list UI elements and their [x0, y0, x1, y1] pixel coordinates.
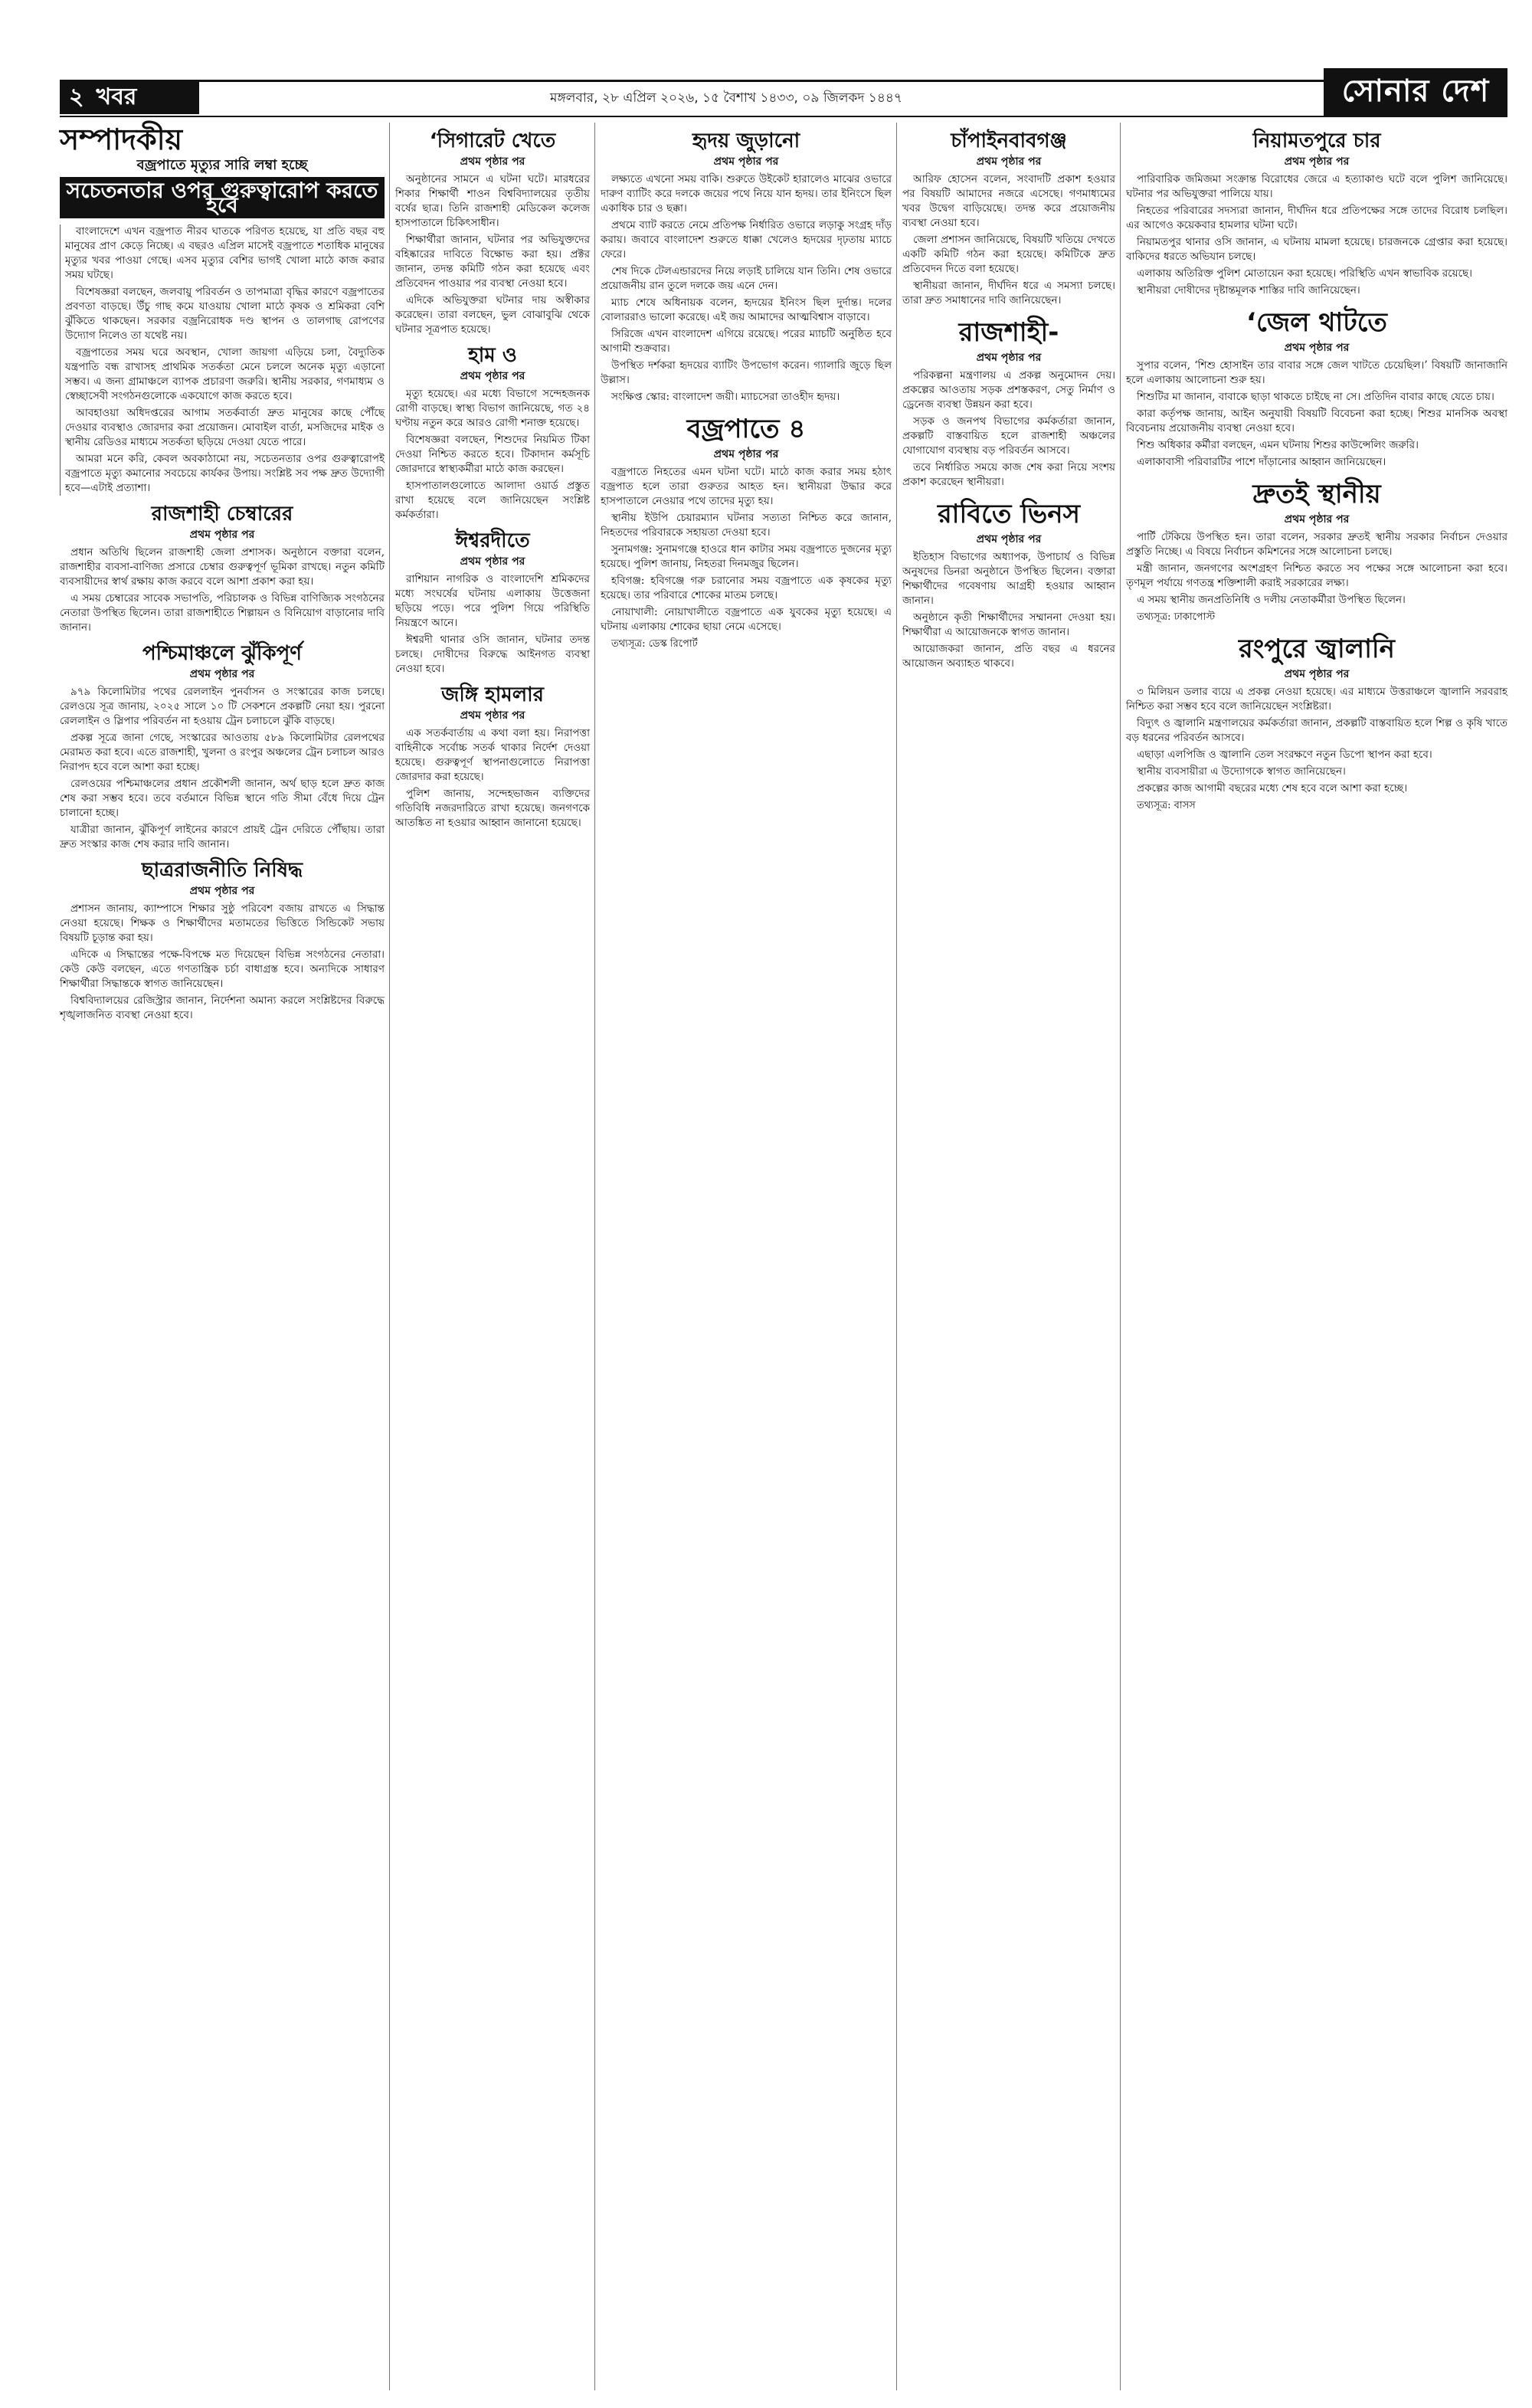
continuation-label: প্রথম পৃষ্ঠার পর [1284, 342, 1350, 354]
paragraph: স্থানীয় ইউপি চেয়ারম্যান ঘটনার সত্যতা নিশ্চিত করে জানান, নিহতদের পরিবারকে সহায়তা দেওয়া হবে। [601, 512, 892, 539]
continuation-label: প্রথম পৃষ্ঠার পর [460, 156, 525, 168]
continuation-label: প্রথম পৃষ্ঠার পর [1284, 156, 1350, 168]
editorial-title: সম্পাদকীয় [60, 123, 182, 156]
column-5 [1126, 123, 1507, 815]
page-number-box [60, 80, 199, 114]
headline: রাজশাহী- [958, 317, 1059, 348]
paragraph: ৩ মিলিয়ন ডলার ব্যয়ে এ প্রকল্প নেওয়া হয়েছে। এর মাধ্যমে উত্তরাঞ্চলে জ্বালানি সরবরাহ নিশ্চিত করা সম্ভব হবে বলে জানিয়েছেন সংশ্লিষ্টরা। [1126, 686, 1507, 713]
credit: তথ্যসূত্র: বাসস [1137, 800, 1196, 811]
headline: ঈশ্বরদীতে [455, 529, 530, 552]
headline: ‘সিগারেট খেতে [429, 129, 556, 152]
paragraph: বিশেষজ্ঞরা বলছেন, শিশুদের নিয়মিত টিকা দেওয়া নিশ্চিত করতে হবে। টিকাদান কর্মসূচি জোরদারে স্বাস্থ্যকর্মীরা মাঠে কাজ করছেন। [395, 434, 590, 475]
paragraph: এক সতর্কবার্তায় এ কথা বলা হয়। নিরাপত্তা বাহিনীকে সর্বোচ্চ সতর্ক থাকার নির্দেশ দেওয়া হয়েছে। গুরুত্বপূর্ণ স্থাপনাগুলোতে নিরাপত্তা জোরদার করা হয়েছে। [395, 727, 590, 783]
continuation-label: প্রথম পৃষ্ঠার পর [189, 529, 255, 541]
column-rule [389, 123, 390, 2390]
paragraph: বজ্রপাতের সময় ঘরে অবস্থান, খোলা জায়গা এড়িয়ে চলা, বৈদ্যুতিক যন্ত্রপাতি বন্ধ রাখাসহ প্রাথমিক সতর্কতা মেনে চললে অনেক মৃত্যু এড়ানো সম্ভব। এ জন্য গ্রামাঞ্চলে ব্যাপক প্রচারণা জরুরি। স্থানীয় সরকার, গণমাধ্যম ও স্বেচ্ছাসেবী সংগঠনগুলোকে একযোগে কাজ করতে হবে। [65, 346, 385, 402]
headline: রাজশাহী চেম্বারের [151, 503, 293, 526]
paragraph: সংক্ষিপ্ত স্কোর: বাংলাদেশ জয়ী। ম্যাচসেরা তাওহীদ হৃদয়। [611, 391, 840, 403]
paragraph: সিরিজে এখন বাংলাদেশ এগিয়ে রয়েছে। পরের ম্যাচটি অনুষ্ঠিত হবে আগামী শুক্রবার। [601, 328, 892, 355]
headline: হৃদয় জুড়ানো [692, 129, 800, 152]
continuation-label: প্রথম পৃষ্ঠার পর [460, 370, 525, 382]
headline: রংপুরে জ্বালানি [1239, 634, 1395, 664]
continuation-label: প্রথম পৃষ্ঠার পর [713, 156, 779, 168]
paragraph: কারা কর্তৃপক্ষ জানায়, আইন অনুযায়ী বিষয়টি বিবেচনা করা হচ্ছে। শিশুর মানসিক অবস্থা বিবেচনায় প্রয়োজনীয় ব্যবস্থা নেওয়া হবে। [1126, 408, 1507, 434]
headline: হাম ও [468, 344, 517, 367]
headline: চাঁপাইনবাবগঞ্জ [951, 129, 1067, 152]
paragraph: তবে নির্ধারিত সময়ে কাজ শেষ করা নিয়ে সংশয় প্রকাশ করেছেন স্থানীয়রা। [902, 461, 1115, 488]
paragraph: নোয়াখালী: নোয়াখালীতে বজ্রপাতে এক যুবকের মৃত্যু হয়েছে। এ ঘটনায় এলাকায় শোকের ছায়া নেমে এসেছে। [601, 606, 892, 633]
paragraph: এছাড়া এলপিজি ও জ্বালানি তেল সংরক্ষণে নতুন ডিপো স্থাপন করা হবে। [1137, 749, 1432, 761]
paragraph: প্রশাসন জানায়, ক্যাম্পাসে শিক্ষার সুষ্ঠু পরিবেশ বজায় রাখতে এ সিদ্ধান্ত নেওয়া হয়েছে। শিক্ষক ও শিক্ষার্থীদের মতামতের ভিত্তিতে সিন্ডিকেট সভায় বিষয়টি চূড়ান্ত করা হয়। [60, 903, 385, 944]
editorial-body [60, 224, 385, 496]
paragraph: স্থানীয়রা দোষীদের দৃষ্টান্তমূলক শাস্তির দাবি জানিয়েছেন। [1137, 284, 1360, 296]
paragraph: স্থানীয়রা জানান, দীর্ঘদিন ধরে এ সমস্যা চলছে। তারা দ্রুত সমাধানের দাবি জানিয়েছেন। [902, 280, 1115, 306]
paragraph: হবিগঞ্জ: হবিগঞ্জে গরু চরানোর সময় বজ্রপাতে এক কৃষকের মৃত্যু হয়েছে। তার পরিবারে শোকের মাতম চলছে। [601, 575, 892, 601]
headline: ‘জেল থাটতে [1246, 307, 1387, 338]
credit: তথ্যসূত্র: ডেস্ক রিপোর্ট [611, 638, 698, 650]
column-4 [902, 123, 1115, 673]
paragraph: এদিকে এ সিদ্ধান্তের পক্ষে-বিপক্ষে মত দিয়েছেন বিভিন্ন সংগঠনের নেতারা। কেউ কেউ বলছেন, এতে গণতান্ত্রিক চর্চা বাধাগ্রস্ত হবে। অন্যদিকে সাধারণ শিক্ষার্থীরা সিদ্ধান্তকে স্বাগত জানিয়েছেন। [60, 948, 385, 990]
paragraph: মন্ত্রী জানান, জনগণের অংশগ্রহণ নিশ্চিত করতে সব পক্ষের সঙ্গে আলোচনা করা হবে। তৃণমূল পর্যায়ে গণতন্ত্র শক্তিশালী করাই সরকারের লক্ষ্য। [1126, 562, 1507, 589]
continuation-label: প্রথম পৃষ্ঠার পর [976, 352, 1042, 364]
paragraph: পার্টি টেকিয়ে উপস্থিত হন। তারা বলেন, সরকার দ্রুতই স্থানীয় সরকার নির্বাচন দেওয়ার প্রস্তুতি নিচ্ছে। এ বিষয়ে নির্বাচন কমিশনের সঙ্গে আলোচনা চলছে। [1126, 531, 1507, 558]
continuation-label: প্রথম পৃষ্ঠার পর [460, 555, 525, 568]
paragraph: রেলওয়ের পশ্চিমাঞ্চলের প্রধান প্রকৌশলী জানান, অর্থ ছাড় হলে দ্রুত কাজ শেষ করা সম্ভব হবে। তবে বর্তমানে বিভিন্ন স্থানে গতি সীমা বেঁধে দিয়ে ট্রেন চালানো হচ্ছে। [60, 778, 385, 819]
column-rule [1120, 123, 1121, 2390]
paragraph: প্রকল্প সূত্রে জানা গেছে, সংস্কারের আওতায় ৫৮৯ কিলোমিটার রেলপথের মেরামত করা হবে। এতে রাজশাহী, খুলনা ও রংপুর অঞ্চলের ট্রেন চলাচল আরও নিরাপদ হবে বলে আশা করা হচ্ছে। [60, 732, 385, 773]
paragraph: পারিবারিক জমিজমা সংক্রান্ত বিরোধের জেরে এ হত্যাকাণ্ড ঘটে বলে পুলিশ জানিয়েছে। ঘটনার পর অভিযুক্তরা পালিয়ে যায়। [1126, 173, 1507, 200]
continuation-label: প্রথম পৃষ্ঠার পর [713, 448, 779, 460]
paragraph: প্রকল্পের কাজ আগামী বছরের মধ্যে শেষ হবে বলে আশা করা হচ্ছে। [1137, 782, 1408, 794]
paragraph: নিয়ামতপুর থানার ওসি জানান, এ ঘটনায় মামলা হয়েছে। চারজনকে গ্রেপ্তার করা হয়েছে। বাকিদের ধরতে অভিযান চলছে। [1126, 236, 1507, 263]
page-number: ২ [69, 83, 84, 110]
paragraph: এ সময় স্থানীয় জনপ্রতিনিধি ও দলীয় নেতাকর্মীরা উপস্থিত ছিলেন। [1137, 594, 1406, 606]
continuation-label: প্রথম পৃষ্ঠার পর [189, 885, 255, 897]
continuation-label: প্রথম পৃষ্ঠার পর [460, 709, 525, 722]
paragraph: বজ্রপাতে নিহতের এমন ঘটনা ঘটে। মাঠে কাজ করার সময় হঠাৎ বজ্রপাত হলে তারা গুরুতর আহত হন। স্থানীয়রা উদ্ধার করে হাসপাতালে নেওয়ার পথে তাদের মৃত্যু হয়। [601, 466, 892, 507]
editorial-headline: সচেতনতার ওপর গুরুত্বারোপ করতে হবে [60, 177, 385, 218]
masthead [60, 73, 1507, 117]
paragraph: সুপার বলেন, ‘শিশু হোসাইন তার বাবার সঙ্গে জেল খাটতে চেয়েছিল।’ বিষয়টি জানাজানি হলে এলাকায় আলোচনা শুরু হয়। [1126, 359, 1507, 386]
paragraph: শিশু অধিকার কর্মীরা বলছেন, এমন ঘটনায় শিশুর কাউন্সেলিং জরুরি। [1137, 439, 1419, 451]
paragraph: পুলিশ জানায়, সন্দেহভাজন ব্যক্তিদের গতিবিধি নজরদারিতে রাখা হয়েছে। জনগণকে আতঙ্কিত না হওয়ার আহ্বান জানানো হয়েছে। [395, 788, 590, 829]
continuation-label: প্রথম পৃষ্ঠার পর [189, 668, 255, 680]
continuation-label: প্রথম পৃষ্ঠার পর [976, 156, 1042, 168]
paragraph: ইতিহাস বিভাগের অধ্যাপক, উপাচার্য ও বিভিন্ন অনুষদের ডিনরা অনুষ্ঠানে উপস্থিত ছিলেন। বক্তারা শিক্ষার্থীদের গবেষণায় আগ্রহী হওয়ার আহ্বান জানান। [902, 551, 1115, 607]
paragraph: নিহতের পরিবারের সদস্যরা জানান, দীর্ঘদিন ধরে প্রতিপক্ষের সঙ্গে তাদের বিরোধ চলছিল। এর আগেও কয়েকবার হামলার ঘটনা ঘটে। [1126, 205, 1507, 231]
column-1 [60, 123, 385, 1025]
headline: পশ্চিমাঞ্চলে ঝুঁকিপূর্ণ [142, 642, 302, 665]
paragraph: আরিফ হোসেন বলেন, সংবাদটি প্রকাশ হওয়ার পর বিষয়টি আমাদের নজরে এসেছে। গণমাধ্যমের খবর উদ্বেগ বাড়িয়েছে। তদন্ত করে প্রয়োজনীয় ব্যবস্থা নেওয়া হবে। [902, 173, 1115, 229]
paragraph: আবহাওয়া অধিদপ্তরের আগাম সতর্কবার্তা দ্রুত মানুষের কাছে পৌঁছে দেওয়ার ব্যবস্থাও জোরদার করা প্রয়োজন। মোবাইল বার্তা, মসজিদের মাইক ও স্থানীয় রেডিওর মাধ্যমে সতর্কতা ছড়িয়ে দেওয়া যেতে পারে। [65, 407, 385, 448]
editorial [60, 123, 385, 496]
paragraph: জেলা প্রশাসন জানিয়েছে, বিষয়টি খতিয়ে দেখতে একটি কমিটি গঠন করা হয়েছে। কমিটিকে দ্রুত প্রতিবেদন দিতে বলা হয়েছে। [902, 234, 1115, 275]
paragraph: ঈশ্বরদী থানার ওসি জানান, ঘটনার তদন্ত চলছে। দোষীদের বিরুদ্ধে আইনগত ব্যবস্থা নেওয়া হবে। [395, 634, 590, 675]
paragraph: আমরা মনে করি, কেবল অবকাঠামো নয়, সচেতনতার ওপর গুরুত্বারোপই বজ্রপাতে মৃত্যু কমানোর সবচেয়ে কার্যকর উপায়। সংশ্লিষ্ট সব পক্ষ দ্রুত উদ্যোগী হবে—এটাই প্রত্যাশা। [65, 453, 385, 494]
headline: নিয়ামতপুরে চার [1252, 129, 1381, 152]
paragraph: শেষ দিকে টেলএন্ডারদের নিয়ে লড়াই চালিয়ে যান তিনি। শেষ ওভারে প্রয়োজনীয় রান তুলে দলকে জয় এনে দেন। [601, 265, 892, 292]
paragraph: সড়ক ও জনপথ বিভাগের কর্মকর্তারা জানান, প্রকল্পটি বাস্তবায়িত হলে রাজশাহী অঞ্চলের যোগাযোগ ব্যবস্থায় বড় পরিবর্তন আসবে। [902, 415, 1115, 457]
paragraph: স্থানীয় ব্যবসায়ীরা এ উদ্যোগকে স্বাগত জানিয়েছেন। [1137, 765, 1346, 778]
editorial-kicker: বজ্রপাতে মৃত্যুর সারি লম্বা হচ্ছে [136, 157, 308, 173]
column-rule [896, 123, 897, 2390]
paragraph: বাংলাদেশে এখন বজ্রপাত নীরব ঘাতকে পরিণত হয়েছে, যা প্রতি বছর বহু মানুষের প্রাণ কেড়ে নিচ্ছে। এ বছরও এপ্রিল মাসেই বজ্রপাতে শতাধিক মানুষের মৃত্যুর খবর পাওয়া গেছে। এসব মৃত্যুর বেশির ভাগই খোলা মাঠে কাজ করার সময় ঘটছে। [65, 225, 385, 281]
paragraph: বিশেষজ্ঞরা বলছেন, জলবায়ু পরিবর্তন ও তাপমাত্রা বৃদ্ধির কারণে বজ্রপাতের প্রবণতা বাড়ছে। উঁচু গাছ কমে যাওয়ায় খোলা মাঠে কৃষক ও শ্রমিকরা বেশি ঝুঁকিতে থাকছেন। সরকার বজ্রনিরোধক দণ্ড স্থাপন ও তালগাছ রোপণের উদ্যোগ নিলেও তা যথেষ্ট নয়। [65, 286, 385, 342]
paragraph: রাশিয়ান নাগরিক ও বাংলাদেশি শ্রমিকদের মধ্যে সংঘর্ষের ঘটনায় এলাকায় উত্তেজনা ছড়িয়ে পড়ে। পরে পুলিশ গিয়ে পরিস্থিতি নিয়ন্ত্রণে আনে। [395, 573, 590, 629]
headline: রাবিতে ভিনস [937, 499, 1081, 529]
column-rule [594, 123, 595, 2390]
continuation-label: প্রথম পৃষ্ঠার পর [1284, 513, 1350, 526]
paragraph: বিদ্যুৎ ও জ্বালানি মন্ত্রণালয়ের কর্মকর্তারা জানান, প্রকল্পটি বাস্তবায়িত হলে শিল্প ও কৃষি খাতে বড় ধরনের পরিবর্তন আসবে। [1126, 717, 1507, 744]
paragraph: এলাকায় অতিরিক্ত পুলিশ মোতায়েন করা হয়েছে। পরিস্থিতি এখন স্বাভাবিক রয়েছে। [1137, 267, 1472, 280]
continuation-label: প্রথম পৃষ্ঠার পর [1284, 668, 1350, 680]
paragraph: প্রধান অতিথি ছিলেন রাজশাহী জেলা প্রশাসক। অনুষ্ঠানে বক্তারা বলেন, রাজশাহীর ব্যবসা-বাণিজ্য প্রসারে চেম্বার গুরুত্বপূর্ণ ভূমিকা রাখছে। নতুন কমিটি ব্যবসায়ীদের স্বার্থ রক্ষায় কাজ করবে বলে আশা প্রকাশ করা হয়। [60, 546, 385, 588]
paragraph: অনুষ্ঠানের সামনে এ ঘটনা ঘটে। মারধরের শিকার শিক্ষার্থী শাওন বিশ্ববিদ্যালয়ের তৃতীয় বর্ষের ছাত্র। তিনি রাজশাহী মেডিকেল কলেজ হাসপাতালে চিকিৎসাধীন। [395, 173, 590, 229]
paragraph: ৯৭৯ কিলোমিটার পথের রেললাইন পুনর্বাসন ও সংস্কারের কাজ চলছে। রেলওয়ে সূত্র জানায়, ২০২৫ সালে ১০ টি সেকশনে প্রকল্পটি নেয়া হয়। পুরনো রেললাইন ও স্লিপার পরিবর্তন না হওয়ায় ট্রেন চলাচলে ঝুঁকি বাড়ছে। [60, 686, 385, 727]
paragraph: সুনামগঞ্জ: সুনামগঞ্জে হাওরে ধান কাটার সময় বজ্রপাতে দুজনের মৃত্যু হয়েছে। পুলিশ জানায়, নিহতরা দিনমজুর ছিলেন। [601, 543, 892, 570]
headline: দ্রুতই স্থানীয় [1252, 479, 1381, 509]
paragraph: পরিকল্পনা মন্ত্রণালয় এ প্রকল্প অনুমোদন দেয়। প্রকল্পের আওতায় সড়ক প্রশস্তকরণ, সেতু নির্মাণ ও ড্রেনেজ ব্যবস্থা উন্নয়ন করা হবে। [902, 369, 1115, 411]
paragraph: ম্যাচ শেষে অধিনায়ক বলেন, হৃদয়ের ইনিংস ছিল দুর্দান্ত। দলের বোলাররাও ভালো করেছে। এই জয় আমাদের আত্মবিশ্বাস বাড়াবে। [601, 296, 892, 323]
paragraph: আয়োজকরা জানান, প্রতি বছর এ ধরনের আয়োজন অব্যাহত থাকবে। [902, 643, 1115, 670]
paragraph: মৃত্যু হয়েছে। এর মধ্যে বিভাগে সন্দেহজনক রোগী বাড়ছে। স্বাস্থ্য বিভাগ জানিয়েছে, গত ২৪ ঘণ্টায় নতুন করে আরও রোগী শনাক্ত হয়েছে। [395, 388, 590, 429]
section-name: খবর [96, 83, 137, 110]
paragraph: হাসপাতালগুলোতে আলাদা ওয়ার্ড প্রস্তুত রাখা হয়েছে বলে জানিয়েছেন সংশ্লিষ্ট কর্মকর্তারা। [395, 480, 590, 521]
headline: জঙ্গি হামলার [441, 683, 544, 706]
paragraph: এদিকে অভিযুক্তরা ঘটনার দায় অস্বীকার করেছেন। তারা বলছেন, ভুল বোঝাবুঝি থেকে ঘটনার সূত্রপাত হয়েছে। [395, 294, 590, 336]
paragraph: বিশ্ববিদ্যালয়ের রেজিস্ট্রার জানান, নির্দেশনা অমান্য করলে সংশ্লিষ্টদের বিরুদ্ধে শৃঙ্খলাজনিত ব্যবস্থা নেওয়া হবে। [60, 994, 385, 1021]
paragraph: শিক্ষার্থীরা জানান, ঘটনার পর অভিযুক্তদের বহিষ্কারের দাবিতে বিক্ষোভ করা হয়। প্রক্টর জানান, তদন্ত কমিটি গঠন করা হয়েছে এবং প্রতিবেদন পাওয়ার পর ব্যবস্থা নেওয়া হবে। [395, 234, 590, 290]
paragraph: শিশুটির মা জানান, বাবাকে ছাড়া থাকতে চাইছে না সে। প্রতিদিন বাবার কাছে যেতে চায়। [1137, 391, 1494, 403]
paragraph: অনুষ্ঠানে কৃতী শিক্ষার্থীদের সম্মাননা দেওয়া হয়। শিক্ষার্থীরা এ আয়োজনকে স্বাগত জানান। [902, 611, 1115, 638]
paragraph: যাত্রীরা জানান, ঝুঁকিপূর্ণ লাইনের কারণে প্রায়ই ট্রেন দেরিতে পৌঁছায়। তারা দ্রুত সংস্কার কাজ শেষ করার দাবি জানান। [60, 824, 385, 850]
paragraph: লক্ষ্যতে এখনো সময় বাকি। শুরুতে উইকেট হারালেও মাঝের ওভারে দারুণ ব্যাটিং করে দলকে জয়ের পথে নিয়ে যান হৃদয়। তার ইনিংসে ছিল একাধিক চার ও ছক্কা। [601, 173, 892, 215]
date-line: মঙ্গলবার, ২৮ এপ্রিল ২০২৬, ১৫ বৈশাখ ১৪৩৩, ০৯ জিলকদ ১৪৪৭ [550, 90, 902, 106]
headline: বজ্রপাতে ৪ [686, 414, 806, 444]
continuation-label: প্রথম পৃষ্ঠার পর [976, 533, 1042, 545]
column-2 [395, 123, 590, 833]
column-3 [601, 123, 892, 654]
headline: ছাত্ররাজনীতি নিষিদ্ধ [141, 859, 303, 882]
paragraph: উপস্থিত দর্শকরা হৃদয়ের ব্যাটিং উপভোগ করেন। গ্যালারি জুড়ে ছিল উল্লাস। [601, 359, 892, 386]
credit: তথ্যসূত্র: ঢাকাপোস্ট [1137, 611, 1216, 623]
paper-logo: সোনার দেশ [1324, 68, 1507, 116]
paragraph: এলাকাবাসী পরিবারটির পাশে দাঁড়ানোর আহ্বান জানিয়েছেন। [1137, 456, 1386, 468]
paragraph: প্রথমে ব্যাট করতে নেমে প্রতিপক্ষ নির্ধারিত ওভারে লড়াকু সংগ্রহ দাঁড় করায়। জবাবে বাংলাদেশ শুরুতে ধাক্কা খেলেও হৃদয়ের দৃঢ়তায় ম্যাচে ফেরে। [601, 219, 892, 260]
paragraph: এ সময় চেম্বারের সাবেক সভাপতি, পরিচালক ও বিভিন্ন বাণিজ্যিক সংগঠনের নেতারা উপস্থিত ছিলেন। তারা রাজশাহীতে শিল্পায়ন ও বিনিয়োগ বাড়ানোর দাবি জানান। [60, 592, 385, 634]
